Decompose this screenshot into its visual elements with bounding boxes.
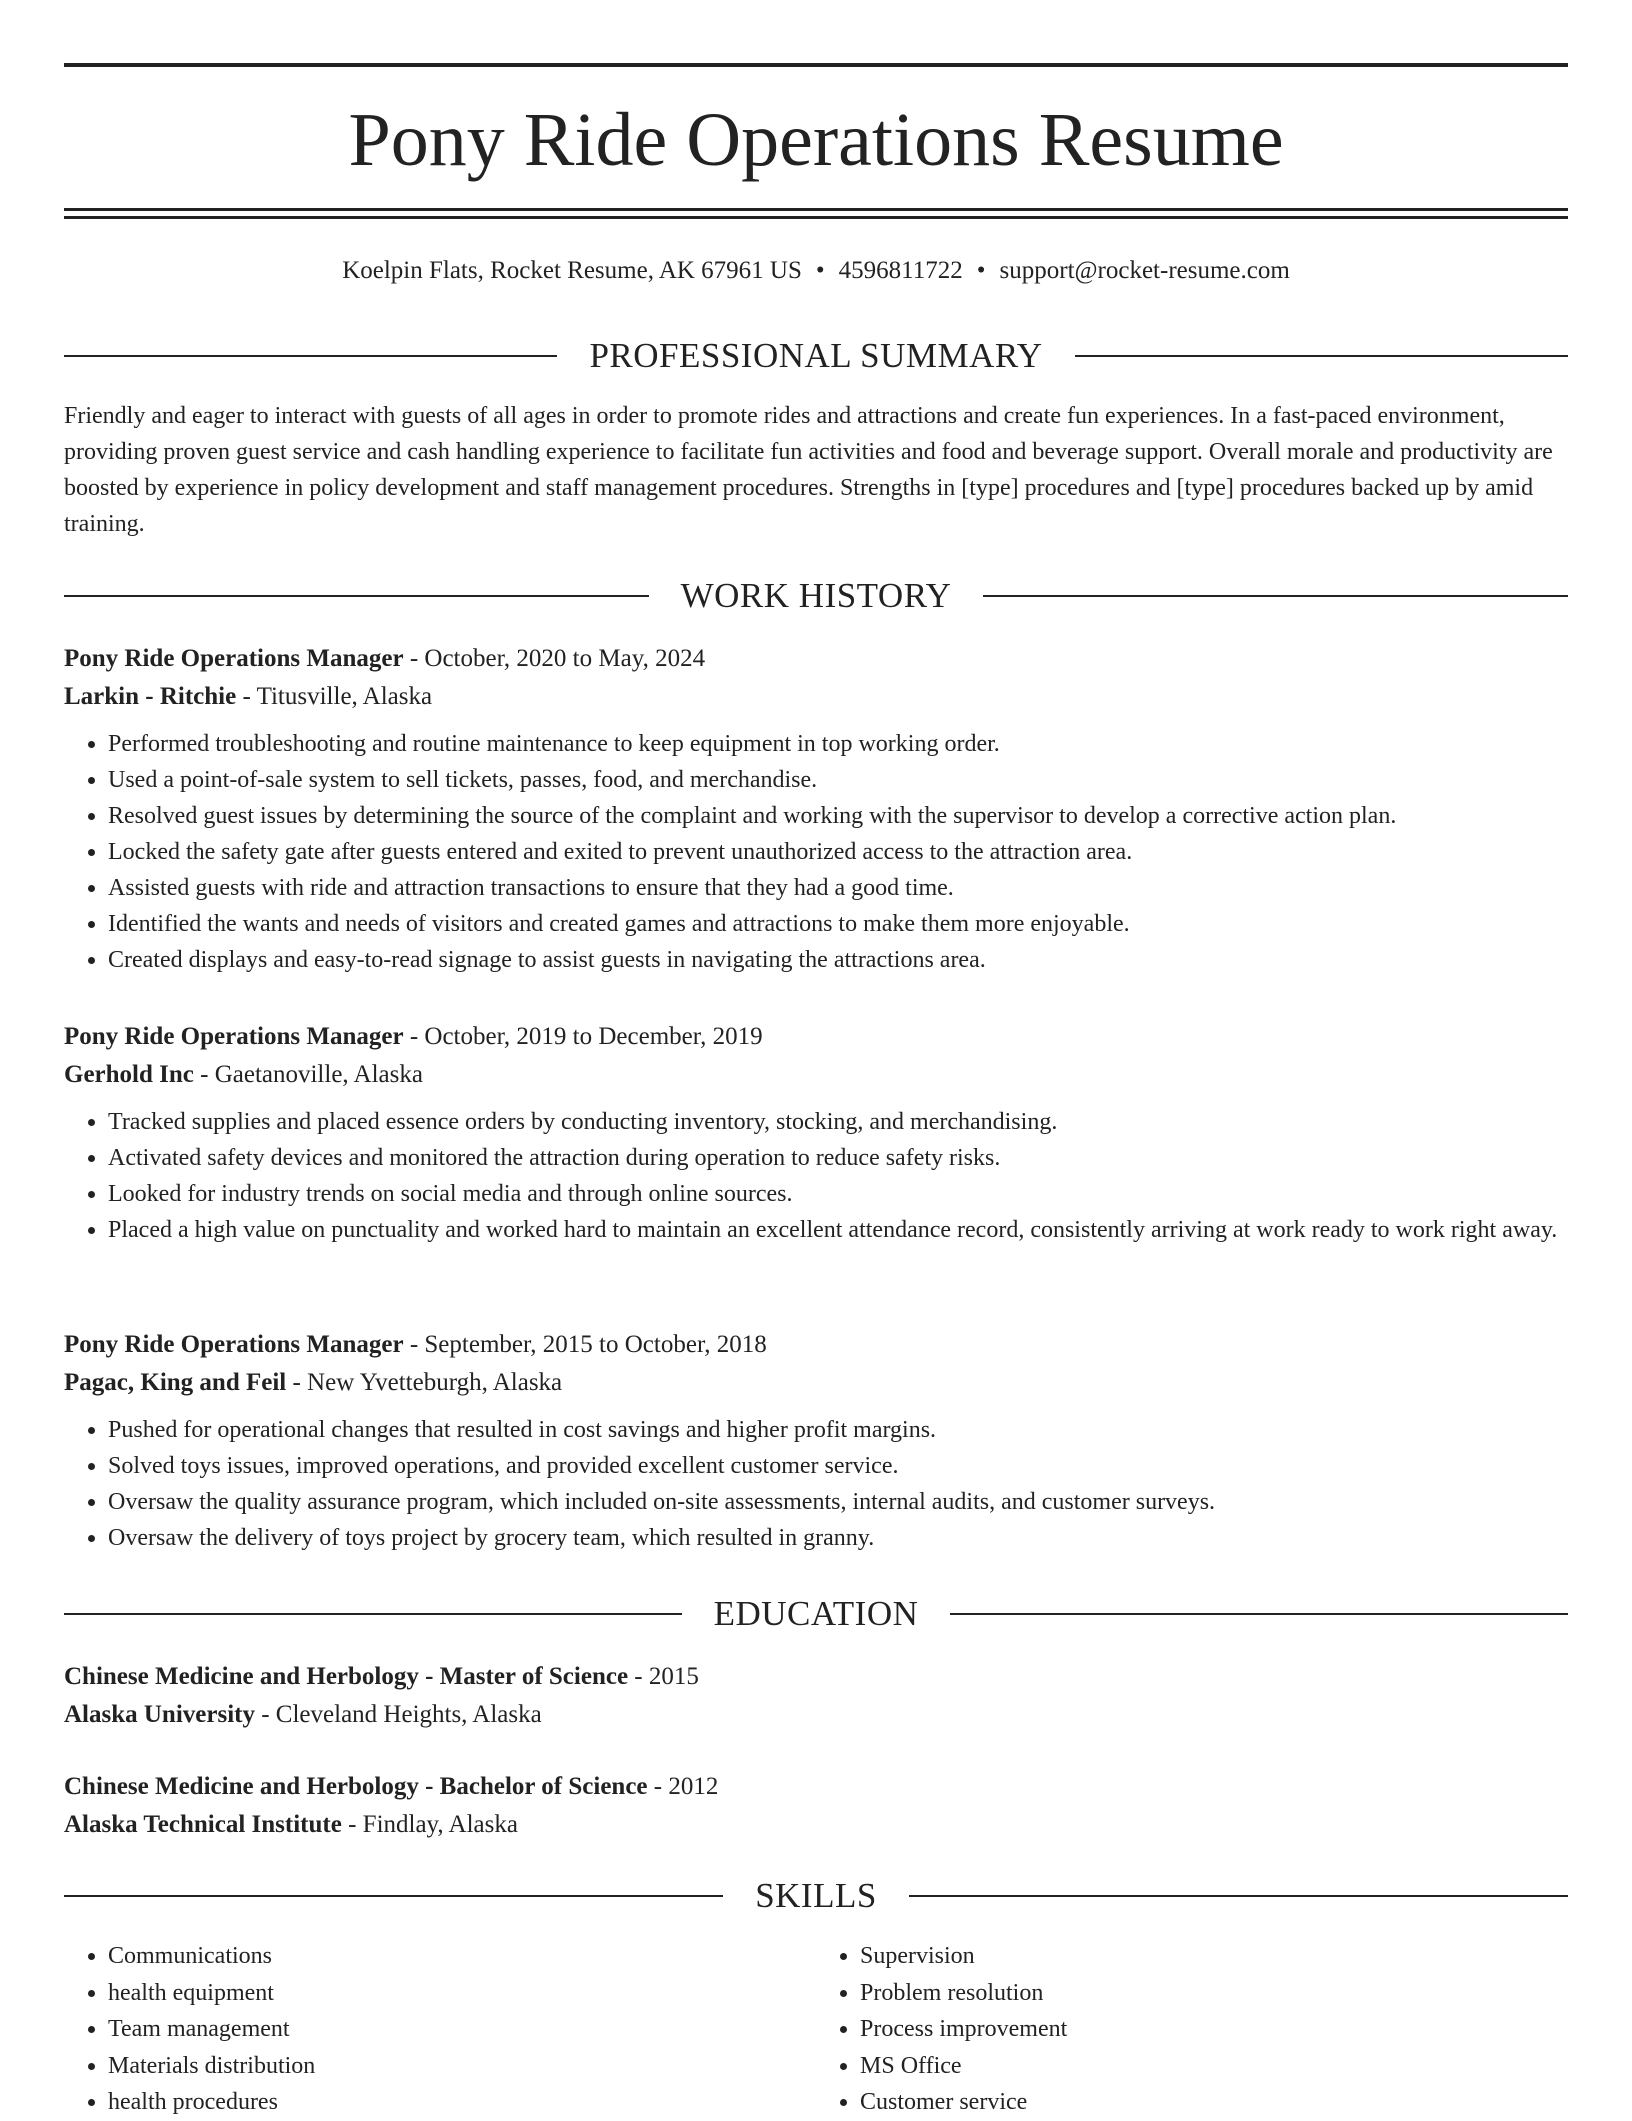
summary-text: Friendly and eager to interact with guests of all ages in order to promote rides and attractions and create fun experiences. In a fast-paced environment, providing proven guest service and cash handling experience to facilitate fun activities and food and beverage support. Overall morale and productivity are boosted by experience in policy development and staff management procedures. Strengths in [type] procedures and [type] procedures backed up by amid training. bbox=[64, 403, 1553, 537]
list-item: • Created displays and easy-to-read signage to assist guests in navigating the attractions area. bbox=[108, 942, 1568, 978]
job-bullets bbox=[64, 1412, 1568, 1556]
heading-rule bbox=[1075, 355, 1568, 357]
list-item: • Activated safety devices and monitored the attraction during operation to reduce safety risks. bbox=[108, 1140, 1568, 1176]
skill-item: • MS Office bbox=[860, 2048, 1568, 2085]
degree-line bbox=[64, 1658, 1568, 1696]
job-title-line bbox=[64, 1326, 1568, 1364]
list-item: • Solved toys issues, improved operations, and provided excellent customer service. bbox=[108, 1448, 1568, 1484]
job-bullets bbox=[64, 1104, 1568, 1248]
school-location: - Cleveland Heights, Alaska bbox=[254, 1701, 542, 1728]
section-title: PROFESSIONAL SUMMARY bbox=[589, 336, 1043, 375]
job-title: Pony Ride Operations Manager bbox=[64, 1331, 404, 1358]
job-title-line bbox=[64, 1018, 1568, 1056]
list-item: • Pushed for operational changes that resulted in cost savings and higher profit margins. bbox=[108, 1412, 1568, 1448]
contact-line bbox=[64, 254, 1568, 288]
degree-line bbox=[64, 1768, 1568, 1806]
contact-separator: • bbox=[815, 257, 825, 284]
list-item: • Tracked supplies and placed essence orders by conducting inventory, stocking, and merchandising. bbox=[108, 1104, 1568, 1140]
education-entry bbox=[64, 1768, 1568, 1844]
list-item: • Locked the safety gate after guests entered and exited to prevent unauthorized access to the attraction area. bbox=[108, 834, 1568, 870]
job-location: - Gaetanoville, Alaska bbox=[193, 1061, 423, 1088]
section-title: WORK HISTORY bbox=[680, 576, 952, 615]
job-bullets bbox=[64, 726, 1568, 978]
job-location: - Titusville, Alaska bbox=[236, 683, 433, 710]
skill-item: • Problem resolution bbox=[860, 1975, 1568, 2012]
skill-item: • health procedures bbox=[108, 2084, 816, 2121]
skill-item: • Communications bbox=[108, 1938, 816, 1975]
heading-rule bbox=[64, 1613, 682, 1615]
list-item: • Looked for industry trends on social media and through online sources. bbox=[108, 1176, 1568, 1212]
job-entry bbox=[64, 1018, 1568, 1248]
heading-rule bbox=[64, 595, 649, 597]
job-title: Pony Ride Operations Manager bbox=[64, 645, 404, 672]
school-line bbox=[64, 1696, 1568, 1734]
contact-phone: 4596811722 bbox=[838, 257, 963, 284]
education-entry bbox=[64, 1658, 1568, 1734]
list-item: • Performed troubleshooting and routine maintenance to keep equipment in top working order. bbox=[108, 726, 1568, 762]
degree: Chinese Medicine and Herbology - Master of Science bbox=[64, 1663, 629, 1690]
skills-column-left bbox=[64, 1938, 816, 2121]
job-dates: - October, 2019 to December, 2019 bbox=[403, 1023, 763, 1050]
contact-address: Koelpin Flats, Rocket Resume, AK 67961 US bbox=[342, 257, 802, 284]
job-company-line bbox=[64, 1364, 1568, 1402]
skill-item: • Supervision bbox=[860, 1938, 1568, 1975]
list-item: • Oversaw the quality assurance program, which included on-site assessments, internal audits, and customer surveys. bbox=[108, 1484, 1568, 1520]
skill-item: • health equipment bbox=[108, 1975, 816, 2012]
section-heading-skills bbox=[64, 1874, 1568, 1918]
job-entry bbox=[64, 1326, 1568, 1556]
job-company: Gerhold Inc bbox=[64, 1061, 194, 1088]
list-item: • Resolved guest issues by determining the source of the complaint and working with the supervisor to develop a corrective action plan. bbox=[108, 798, 1568, 834]
degree: Chinese Medicine and Herbology - Bachelor of Science bbox=[64, 1773, 648, 1800]
list-item: • Oversaw the delivery of toys project by grocery team, which resulted in granny. bbox=[108, 1520, 1568, 1556]
heading-rule bbox=[64, 355, 557, 357]
list-item: • Used a point-of-sale system to sell tickets, passes, food, and merchandise. bbox=[108, 762, 1568, 798]
job-location: - New Yvetteburgh, Alaska bbox=[286, 1369, 563, 1396]
school-location: - Findlay, Alaska bbox=[341, 1811, 518, 1838]
skill-item: • Customer service bbox=[860, 2084, 1568, 2121]
heading-rule bbox=[909, 1895, 1568, 1897]
job-company: Pagac, King and Feil bbox=[64, 1369, 287, 1396]
list-item: • Assisted guests with ride and attraction transactions to ensure that they had a good time. bbox=[108, 870, 1568, 906]
heading-rule bbox=[983, 595, 1568, 597]
title-rule-lower bbox=[64, 216, 1568, 219]
job-dates: - September, 2015 to October, 2018 bbox=[403, 1331, 767, 1358]
degree-year: - 2012 bbox=[647, 1773, 719, 1800]
skill-item: • Process improvement bbox=[860, 2011, 1568, 2048]
school-line bbox=[64, 1806, 1568, 1844]
heading-rule bbox=[950, 1613, 1568, 1615]
skill-item: • Materials distribution bbox=[108, 2048, 816, 2085]
section-heading-work bbox=[64, 574, 1568, 618]
section-heading-education bbox=[64, 1592, 1568, 1636]
page-title: Pony Ride Operations Resume bbox=[348, 98, 1284, 182]
skill-item: • Team management bbox=[108, 2011, 816, 2048]
school: Alaska University bbox=[64, 1701, 255, 1728]
title-rule-upper bbox=[64, 208, 1568, 211]
skills-column-right bbox=[816, 1938, 1568, 2121]
job-company-line bbox=[64, 678, 1568, 716]
job-title-line bbox=[64, 640, 1568, 678]
section-heading-summary bbox=[64, 334, 1568, 378]
skills-list bbox=[64, 1938, 1568, 2121]
contact-separator: • bbox=[976, 257, 986, 284]
list-item: • Identified the wants and needs of visitors and created games and attractions to make them more enjoyable. bbox=[108, 906, 1568, 942]
section-title: EDUCATION bbox=[713, 1594, 919, 1633]
heading-rule bbox=[64, 1895, 723, 1897]
degree-year: - 2015 bbox=[628, 1663, 699, 1690]
school: Alaska Technical Institute bbox=[64, 1811, 342, 1838]
job-dates: - October, 2020 to May, 2024 bbox=[403, 645, 706, 672]
job-company-line bbox=[64, 1056, 1568, 1094]
top-rule bbox=[64, 63, 1568, 67]
job-title: Pony Ride Operations Manager bbox=[64, 1023, 404, 1050]
list-item: • Placed a high value on punctuality and worked hard to maintain an excellent attendance record, consistently arriving at work ready to work right away. bbox=[108, 1212, 1568, 1248]
job-entry bbox=[64, 640, 1568, 978]
job-company: Larkin - Ritchie bbox=[64, 683, 237, 710]
section-title: SKILLS bbox=[755, 1876, 877, 1915]
contact-email: support@rocket-resume.com bbox=[999, 257, 1290, 284]
